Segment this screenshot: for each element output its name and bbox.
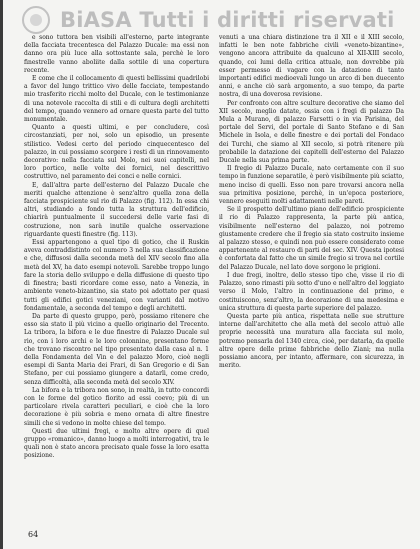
biasa-logo-icon bbox=[22, 6, 50, 34]
paragraph: I due fregi, inoltre, dello stesso tipo che, visse il rio di Palazzo, sono rimasti più sotto d'uno e nell'altro del loggiato verso il Molo, l'altro in continuazione del primo, e costituiscono, senz'altro, la decorazione di una medesima e unica struttura di questa parte superiore del palazzo. bbox=[219, 271, 404, 312]
text-column-left bbox=[24, 34, 209, 526]
paragraph: E, dall'altra parte dell'esterno del Palazzo Ducale che meriti qualche attenzione è senz'altro quella zona della facciata prospiciente sul rio di Palazzo (fig. 112). In essa chi altri, studiando a fondo tutta la struttura dell'edificio, chiarirà puntualmente il succedersi delle varie fasi di costruzione, non sarà inutile qualche osservazione riguardante questi finestre (fig. 113). bbox=[24, 181, 209, 238]
paragraph: e sono tuttora ben visibili all'esterno, parte integrante della facciata trecentesca del Palazzo Ducale: ma essi non danno ora più luce alla sottostante sala, perchè le loro finestrelle vanno aboliite dalla sottile di una copertura recente. bbox=[24, 34, 209, 74]
paragraph: Se il prospetto dell'ultimo piano dell'edificio prospiciente il rio di Palazzo rappresenta, la parte più antica, visibilmente nell'esterno del palazzo, noi potremo giustamente credere che il fregio sia stato costruito insieme al palazzo stesso, e quindi non può essere considerato come appartenente al restauro di parti del sec. XIV. Questa ipotesi è confortata dal fatto che un simile fregio si trova nel cortile del Palazzo Ducale, nel lato dove sorgono le prigioni. bbox=[219, 206, 404, 271]
paragraph: La bifora e la tribora non sono, in realtà, in tutto concordi con le forme del gotico fiorito ad essi coevo; più di un particolare rivela caratteri peculiari, e cioè che la loro decorazione è più sobria e meno ornata di altre finestre simili che si vedono in molte chiese del tempo. bbox=[24, 386, 209, 427]
page-number: 64 bbox=[28, 530, 39, 539]
paragraph: Quanto a questi ultimi, e per concludere, così circostanziati, per noi, solo un episodio, un presente stilistico. Vedesi certo del periodo cinquecentesco del palazzo, in cui possiamo scorgere i resti di un rinnovamento decorativo: nella facciata sul Molo, nei suoi capitelli, nel loro portico, nelle volte dei fornici, nel descrittivo costruttivo, nel paramento dei conci e nelle cornici. bbox=[24, 124, 209, 181]
text-column-right bbox=[219, 34, 404, 526]
paragraph: Per confronto con altre sculture decorative che siamo del XII secolo, meglio datate, ossia con i fregi di palazzo Da Mula a Murano, di palazzo Farsetti o in via Parisina, del portale del Servi, del portale di Santo Stefano e di San Michele in Isola, e delle finestre e dei portali del Fondaco dei Turchi, che siamo al XII secolo, si potrà ritenere più probabile la datazione dei capitelli dell'esterno del Palazzo Ducale nella sua prima parte. bbox=[219, 99, 404, 165]
text-columns bbox=[24, 34, 404, 526]
paragraph: Da parte di questo gruppo, però, possiamo ritenere che esso sia stato il più vicino a quello originario del Trecento. La tribora, la bifora e le due finestre di Palazzo Ducale sul rio, con i loro archi e le loro colonnine, presentano forme che trovano riscontro nel tipo presentato dalla casa al n. 1 della Fondamenta del Vin e del palazzo Moro, cioè negli esempi di Santa Maria dei Frari, di San Gregorio e di San Stefano, per cui possiamo giungere a datarli, come credo, senza difficoltà, alla seconda metà del secolo XIV. bbox=[24, 312, 209, 386]
paragraph: Questi due ultimi fregi, e molto altre opere di quel gruppo «romanico», danno luogo a molti interrogativi, tra le quali non è stato ancora precisato quale fosse la loro esatta posizione. bbox=[24, 427, 209, 460]
paragraph: venuti a una chiara distinzione tra il XII e il XIII secolo, infatti le ben note fabbriche civili «veneto-bizantine», vengono ancora attribuite da qualcuno al XII-XIII secolo, quando, coi lumi della critica attuale, non dovrebbe più esser permesso di vagare con la datazione di tanto importanti edifici medioevali lungo un arco di ben duecento anni, e anche ciò sarà argomento, a suo tempo, da parte nostra, di una doverosa revisione. bbox=[219, 34, 404, 99]
watermark bbox=[22, 2, 416, 38]
paragraph: Essi appartengono a quel tipo di gotico, che il Ruskin aveva contraddistinto col numero 3 nella sua classificazione e che, diffusosi dalla seconda metà del XIV secolo fino alla metà del XV, ha dato esempi notevoli. Sarebbe troppo lungo fare la storia dello sviluppo e della diffusione di questo tipo di finestra; basti ricordare come esso, nato a Venezia, in ambiente veneto-bizantino, sia stato poi adottato per quasi tutti gli edifici gotici veneziani, con varianti dal motivo fondamentale, a seconda del tempo e degli architetti. bbox=[24, 239, 209, 312]
paragraph: Il fregio di Palazzo Ducale, nato certamente con il suo tempo in funzione separatile, è però visibilmente più sciatto, meno inciso di quelli. Esso non pare trovarsi ancora nella sua primitiva posizione, perchè, in un'epoca posteriore, vennero eseguiti molti adattamenti nelle pareti. bbox=[219, 165, 404, 206]
watermark-text: BiASA Tutti i diritti riservati bbox=[60, 8, 395, 32]
paragraph: Questa parte più antica, rispettata nelle sue strutture interne dall'architetto che alla metà del secolo attuò alle proprie necessità una muratura alla facciata sul molo, potremo pensarla del 1340 circa, cioè, per datarla, da quelle altre opere delle prime fabbriche dello Ziani; ma nulla possiamo ancora, per intanto, affermare, con sicurezza, in merito. bbox=[219, 312, 404, 370]
scan-edge bbox=[0, 0, 3, 549]
paragraph: E come che il collocamento di questi bellissimi quadrilobi a favor del lungo trittico vivo delle facciate, tempestando mio trasferito ricchi molto del Ducale, con le testimonianze di una notevole raccolta di stili e di cultura degli architetti del tempo, quando vennero ad ornare questa parte del tutto monumentale. bbox=[24, 75, 209, 124]
